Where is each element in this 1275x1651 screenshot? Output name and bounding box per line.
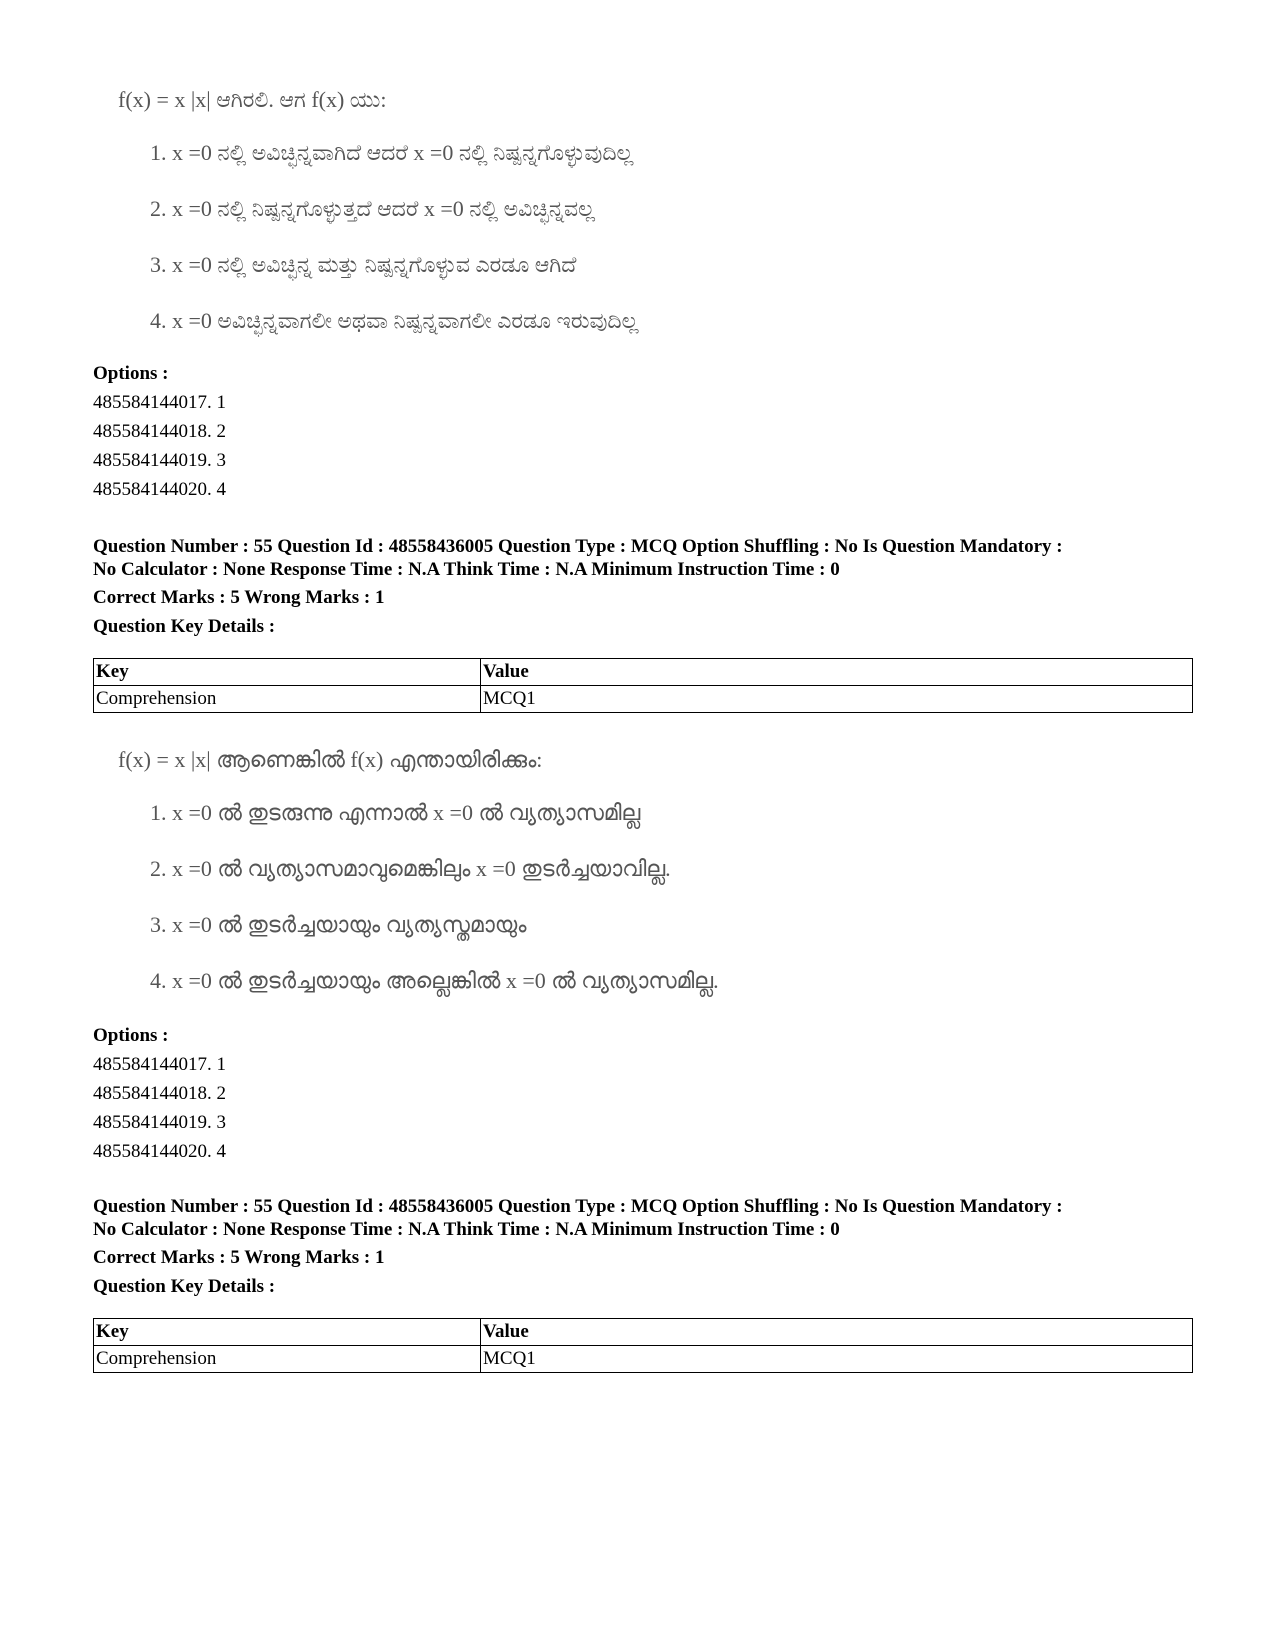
table-header-key: Key	[94, 659, 481, 686]
marks-line: Correct Marks : 5 Wrong Marks : 1	[93, 1247, 385, 1268]
marks-line: Correct Marks : 5 Wrong Marks : 1	[93, 587, 385, 608]
table-cell-value: MCQ1	[481, 686, 1193, 713]
option-item: 485584144017. 1	[93, 392, 226, 413]
question-image-kannada	[100, 80, 920, 350]
table-row	[94, 686, 1193, 713]
key-details-table	[93, 658, 1193, 713]
table-header-row	[94, 659, 1193, 686]
question-stem: f(x) = x |x| ആണെങ്കിൽ f(x) എന്തായിരിക്കും:	[118, 747, 543, 772]
table-cell-value: MCQ1	[481, 1346, 1193, 1373]
table-header-row	[94, 1319, 1193, 1346]
table-header-value: Value	[481, 1319, 1193, 1346]
option-item: 485584144020. 4	[93, 1141, 226, 1162]
table-header-key: Key	[94, 1319, 481, 1346]
key-details-heading: Question Key Details :	[93, 616, 276, 637]
key-details-table	[93, 1318, 1193, 1373]
question-option-4: 4. x =0 ൽ തുടർച്ചയായും അല്ലെങ്കിൽ x =0 ൽ വ്യത്യാസമില്ല.	[150, 968, 719, 993]
question-option-3: 3. x =0 ൽ തുടർച്ചയായും വ്യത്യസ്തമായും	[150, 912, 527, 937]
question-meta-line-2: No Calculator : None Response Time : N.A Think Time : N.A Minimum Instruction Time : 0	[93, 1219, 840, 1240]
question-option-4: 4. x =0 ಅವಿಚ್ಛಿನ್ನವಾಗಲೀ ಅಥವಾ ನಿಷ್ಪನ್ನವಾಗಲೀ ಎರಡೂ ಇರುವುದಿಲ್ಲ	[150, 308, 639, 333]
question-stem: f(x) = x |x| ಆಗಿರಲಿ. ಆಗ f(x) ಯು:	[118, 87, 387, 112]
option-item: 485584144018. 2	[93, 421, 226, 442]
table-header-value: Value	[481, 659, 1193, 686]
question-option-2: 2. x =0 ൽ വ്യത്യാസമാവുമെങ്കിലും x =0 തുടർച്ചയാവില്ല.	[150, 856, 671, 881]
options-block	[93, 360, 1193, 504]
question-meta-line-2: No Calculator : None Response Time : N.A Think Time : N.A Minimum Instruction Time : 0	[93, 559, 840, 580]
table-row	[94, 1346, 1193, 1373]
table-cell-key: Comprehension	[94, 686, 481, 713]
question-image-malayalam	[100, 740, 920, 1010]
question-option-1: 1. x =0 ൽ തുടരുന്നു എന്നാൽ x =0 ൽ വ്യത്യാസമില്ല	[150, 800, 641, 825]
key-details-heading: Question Key Details :	[93, 1276, 276, 1297]
option-item: 485584144019. 3	[93, 1112, 226, 1133]
question-option-2: 2. x =0 ನಲ್ಲಿ ನಿಷ್ಪನ್ನಗೊಳ್ಳುತ್ತದೆ ಆದರೆ x =0 ನಲ್ಲಿ ಅವಿಚ್ಛಿನ್ನವಲ್ಲ	[150, 196, 596, 221]
question-meta	[93, 1195, 1193, 1299]
option-item: 485584144020. 4	[93, 479, 226, 500]
question-meta	[93, 535, 1193, 639]
question-option-3: 3. x =0 ನಲ್ಲಿ ಅವಿಚ್ಛಿನ್ನ ಮತ್ತು ನಿಷ್ಪನ್ನಗೊಳ್ಳುವ ಎರಡೂ ಆಗಿದೆ	[150, 252, 577, 277]
option-item: 485584144019. 3	[93, 450, 226, 471]
question-meta-line-1: Question Number : 55 Question Id : 48558436005 Question Type : MCQ Option Shuffling : No Is Question Mandatory :	[93, 536, 1063, 557]
question-meta-line-1: Question Number : 55 Question Id : 48558436005 Question Type : MCQ Option Shuffling : No Is Question Mandatory :	[93, 1196, 1063, 1217]
options-heading: Options :	[93, 363, 169, 384]
option-item: 485584144017. 1	[93, 1054, 226, 1075]
option-item: 485584144018. 2	[93, 1083, 226, 1104]
question-option-1: 1. x =0 ನಲ್ಲಿ ಅವಿಚ್ಛಿನ್ನವಾಗಿದೆ ಆದರೆ x =0 ನಲ್ಲಿ ನಿಷ್ಪನ್ನಗೊಳ್ಳುವುದಿಲ್ಲ	[150, 140, 634, 165]
table-cell-key: Comprehension	[94, 1346, 481, 1373]
options-heading: Options :	[93, 1025, 169, 1046]
options-block	[93, 1022, 1193, 1166]
